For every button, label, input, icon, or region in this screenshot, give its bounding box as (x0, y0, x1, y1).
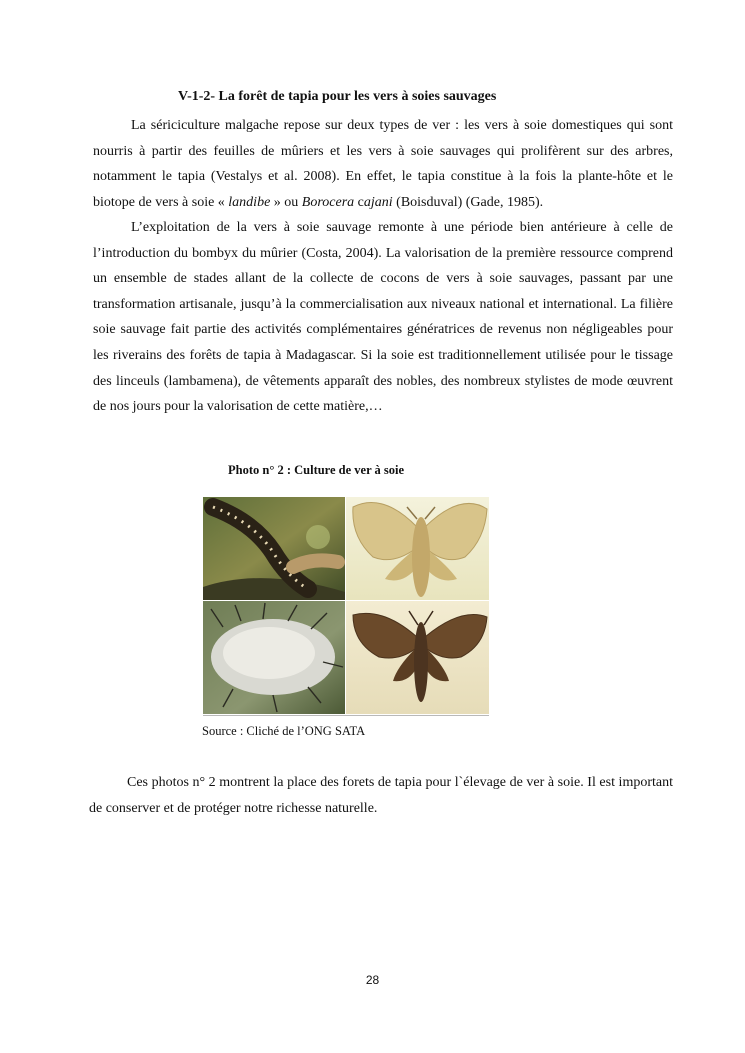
paragraph-text: (Boisduval) (Gade, 1985). (392, 194, 544, 210)
section-heading: V-1-2- La forêt de tapia pour les vers à soies sauvages (178, 89, 497, 104)
italic-term-borocera: Borocera (301, 194, 355, 210)
cocoon-photo (203, 601, 345, 714)
figure-caption: Photo n° 2 : Culture de ver à soie (228, 463, 405, 477)
paragraph-wild-silk: L’exploitation de la vers à soie sauvage remonte à une période bien antérieure à celle de l’introduction du bombyx du mûrier (Costa, 2004). La valorisation de la première ressource comprend un ensemble de stades allant de la collecte de cocons de vers à soie sauvages, passant par une transformation artisanale, jusqu’à la commercialisation aux niveaux national et international. La filière soie sauvage fait partie des activités complémentaires génératrices de revenus non négligeables pour les riverains des forêts de tapia à Madagascar. Si la soie est traditionnellement utilisée pour le tissage des linceuls (lambamena), de vêtements apparaît des nobles, des nombreux stylistes de mode œuvrent de nos jours pour la valorisation de cette matière,… (93, 220, 673, 415)
italic-term-landibe: landibe (228, 194, 271, 210)
paragraph-text: c (354, 194, 364, 210)
silkworm-photo-collage (203, 497, 489, 716)
photo-collage-svg (203, 497, 489, 714)
moth-photo-dark (346, 601, 489, 714)
figure-source: Source : Cliché de l’ONG SATA (202, 724, 366, 738)
page-number: 28 (365, 973, 380, 987)
paragraph-text: » ou (270, 194, 302, 210)
italic-term-cajani: ajani (363, 194, 393, 210)
paragraph-text: La sériciculture malgache repose sur deux types de ver : les vers à soie domestiques qui sont nourris à partir des feuilles de mûriers et les vers à soie sauvages qui prolifèrent sur des arbres, notamment le tapia (Vestalys et al. 2008). En effet, le tapia constitue à la fois la plante-hôte et le biotope de vers à soie « (93, 118, 673, 210)
caterpillar-photo (203, 497, 345, 600)
paragraph-conclusion: Ces photos n° 2 montrent la place des forets de tapia pour l`élevage de ver à soie. Il est important de conserver et de protéger notre richesse naturelle. (89, 775, 673, 816)
paragraph-sericulture (93, 113, 673, 215)
moth-photo-light (346, 497, 489, 600)
